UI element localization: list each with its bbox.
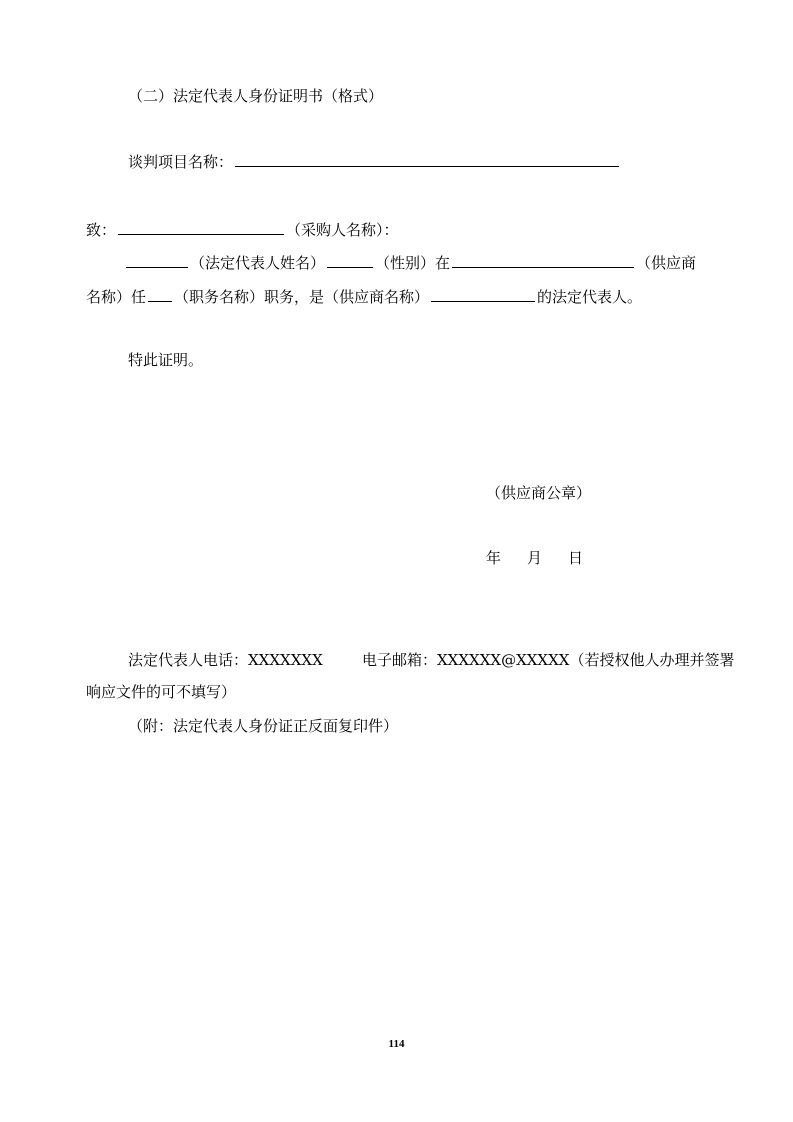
attachment-note: （附：法定代表人身份证正反面复印件） [128,717,399,735]
date-row [486,548,583,568]
gender-blank [327,251,373,268]
email-line: 电子邮箱：XXXXXX@XXXXX（若授权他人办理并签署 [362,651,735,669]
supplier-seal-label: （供应商公章） [486,484,592,502]
purchaser-name-blank [118,218,284,235]
project-name-row [128,150,621,172]
gender-label: （性别）在 [375,254,451,272]
addressee-prefix: 致： [86,221,117,239]
page-number: 114 [388,1038,405,1050]
representative-name-blank [126,251,188,268]
supplier-name-blank [431,285,535,302]
project-name-blank [235,150,619,167]
project-name-label: 谈判项目名称： [128,153,234,171]
statement-line-2 [86,285,642,307]
certification-text: 特此证明。 [128,351,204,369]
date-year: 年 [486,549,502,567]
supplier-label: （供应商 [636,254,697,272]
date-day: 日 [568,549,584,567]
position-blank [148,285,172,302]
statement-line-2-part2: （职务名称）职务，是（供应商名称） [174,288,430,306]
addressee-row [86,218,399,240]
section-heading: （二）法定代表人身份证明书（格式） [128,87,384,105]
statement-line-2-part1: 名称）任 [86,288,147,306]
representative-phone: 法定代表人电话：XXXXXXX [128,651,323,669]
email-line-continued: 响应文件的可不填写） [86,683,237,701]
statement-line-1 [124,251,696,273]
supplier-blank [452,251,634,268]
date-month: 月 [527,549,543,567]
statement-line-2-part3: 的法定代表人。 [537,288,643,306]
representative-name-label: （法定代表人姓名） [190,254,326,272]
addressee-suffix: （采购人名称）： [286,221,399,239]
